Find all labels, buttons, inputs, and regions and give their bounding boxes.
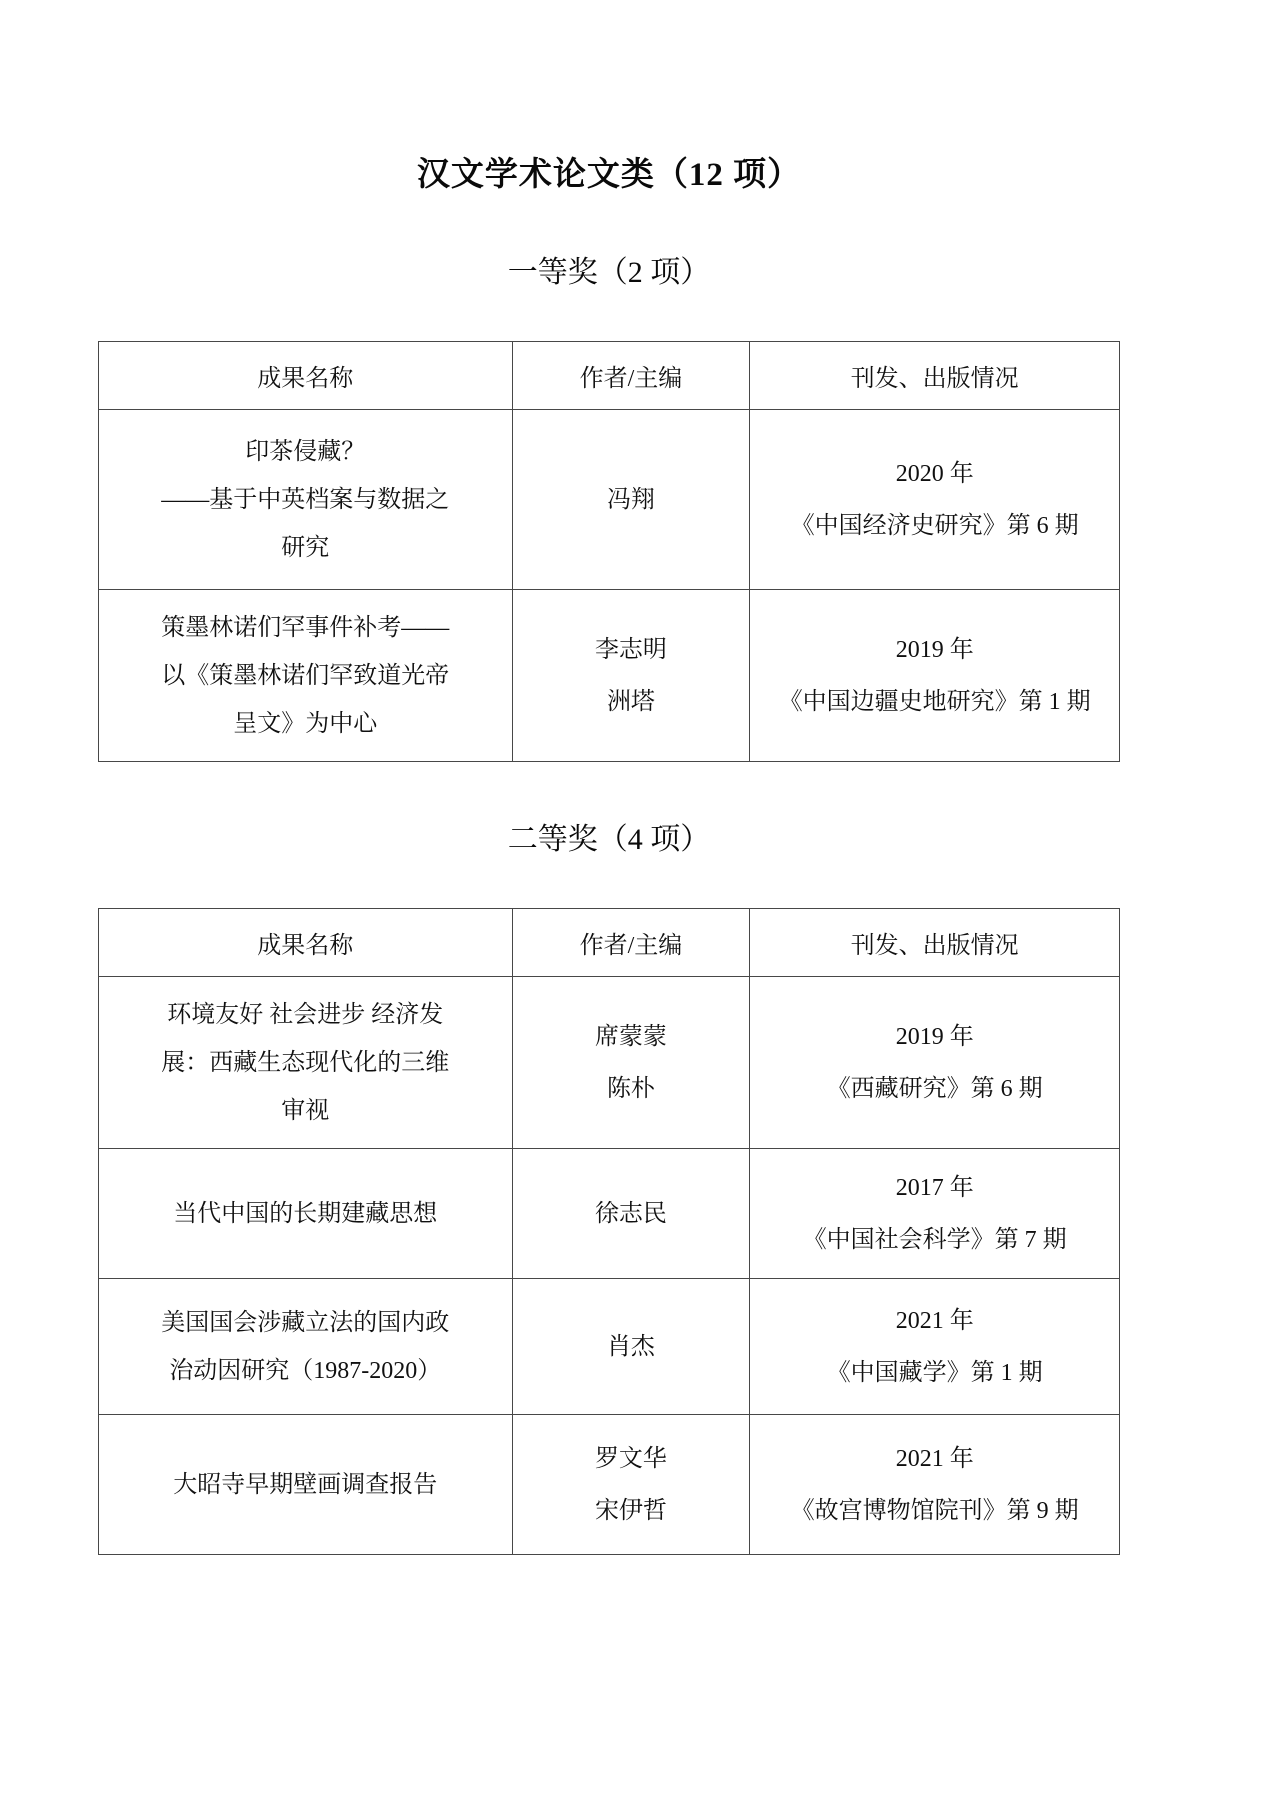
result-name-cell bbox=[99, 1149, 513, 1279]
result-name-line: 美国国会涉藏立法的国内政 bbox=[161, 1309, 450, 1336]
publication-journal: 《中国边疆史地研究》第 1 期 bbox=[778, 688, 1091, 715]
column-header-publication: 刊发、出版情况 bbox=[750, 342, 1120, 410]
section-first-prize bbox=[98, 247, 1120, 762]
result-name-cell bbox=[99, 1415, 513, 1555]
section-second-prize bbox=[98, 814, 1120, 1555]
publication-cell bbox=[750, 410, 1120, 590]
publication-year: 2017 年 bbox=[895, 1174, 974, 1201]
publication-year: 2019 年 bbox=[895, 1023, 974, 1050]
result-name-cell bbox=[99, 590, 513, 762]
result-name-line: 环境友好 社会进步 经济发 bbox=[167, 1001, 444, 1028]
result-name-line: 当代中国的长期建藏思想 bbox=[173, 1200, 438, 1227]
column-header-author: 作者/主编 bbox=[512, 909, 750, 977]
result-name-line: 以《策墨林诺们罕致道光帝 bbox=[161, 662, 450, 689]
result-name-line: 呈文》为中心 bbox=[233, 710, 378, 737]
table-header-row bbox=[99, 342, 1120, 410]
publication-journal: 《故宫博物馆院刊》第 9 期 bbox=[790, 1497, 1079, 1524]
section-heading-second-prize: 二等奖（4 项） bbox=[507, 823, 711, 856]
author-cell bbox=[512, 1149, 750, 1279]
publication-journal: 《西藏研究》第 6 期 bbox=[826, 1075, 1043, 1102]
result-name-line: 研究 bbox=[281, 534, 330, 561]
result-name-cell bbox=[99, 1279, 513, 1415]
table-row bbox=[99, 590, 1120, 762]
result-name-line: 审视 bbox=[281, 1097, 330, 1124]
table-row bbox=[99, 410, 1120, 590]
column-header-result-name: 成果名称 bbox=[99, 909, 513, 977]
author-name: 宋伊哲 bbox=[594, 1497, 667, 1524]
author-name: 陈朴 bbox=[606, 1075, 655, 1102]
second-prize-table bbox=[98, 908, 1120, 1555]
author-name: 肖杰 bbox=[606, 1333, 655, 1360]
publication-cell bbox=[750, 1415, 1120, 1555]
publication-cell bbox=[750, 977, 1120, 1149]
publication-year: 2019 年 bbox=[895, 636, 974, 663]
author-name: 冯翔 bbox=[606, 486, 655, 513]
publication-year: 2021 年 bbox=[895, 1445, 974, 1472]
first-prize-table bbox=[98, 341, 1120, 762]
result-name-line: 展：西藏生态现代化的三维 bbox=[161, 1049, 450, 1076]
result-name-line: ——基于中英档案与数据之 bbox=[161, 486, 450, 513]
table-row bbox=[99, 1415, 1120, 1555]
column-header-publication: 刊发、出版情况 bbox=[750, 909, 1120, 977]
result-name-line: 治动因研究（1987-2020） bbox=[169, 1357, 442, 1384]
author-cell bbox=[512, 1279, 750, 1415]
table-row bbox=[99, 977, 1120, 1149]
publication-year: 2020 年 bbox=[895, 460, 974, 487]
table-row bbox=[99, 1279, 1120, 1415]
result-name-cell bbox=[99, 410, 513, 590]
result-name-line: 印茶侵藏？ bbox=[245, 438, 366, 465]
author-cell bbox=[512, 1415, 750, 1555]
document-page bbox=[98, 0, 1120, 1555]
author-name: 席蒙蒙 bbox=[594, 1023, 667, 1050]
author-name: 李志明 bbox=[594, 636, 667, 663]
author-cell bbox=[512, 977, 750, 1149]
column-header-result-name: 成果名称 bbox=[99, 342, 513, 410]
publication-journal: 《中国藏学》第 1 期 bbox=[826, 1359, 1043, 1386]
author-name: 徐志民 bbox=[594, 1200, 667, 1227]
result-name-line: 策墨林诺们罕事件补考—— bbox=[161, 614, 450, 641]
publication-cell bbox=[750, 1149, 1120, 1279]
publication-cell bbox=[750, 1279, 1120, 1415]
publication-cell bbox=[750, 590, 1120, 762]
author-cell bbox=[512, 590, 750, 762]
publication-year: 2021 年 bbox=[895, 1307, 974, 1334]
page-title: 汉文学术论文类（12 项） bbox=[416, 157, 802, 193]
column-header-author: 作者/主编 bbox=[512, 342, 750, 410]
author-name: 罗文华 bbox=[594, 1445, 667, 1472]
publication-journal: 《中国社会科学》第 7 期 bbox=[802, 1226, 1067, 1253]
result-name-cell bbox=[99, 977, 513, 1149]
author-name: 洲塔 bbox=[606, 688, 655, 715]
section-heading-first-prize: 一等奖（2 项） bbox=[507, 256, 711, 289]
result-name-line: 大昭寺早期壁画调查报告 bbox=[173, 1471, 438, 1498]
author-cell bbox=[512, 410, 750, 590]
publication-journal: 《中国经济史研究》第 6 期 bbox=[790, 512, 1079, 539]
table-row bbox=[99, 1149, 1120, 1279]
table-header-row bbox=[99, 909, 1120, 977]
